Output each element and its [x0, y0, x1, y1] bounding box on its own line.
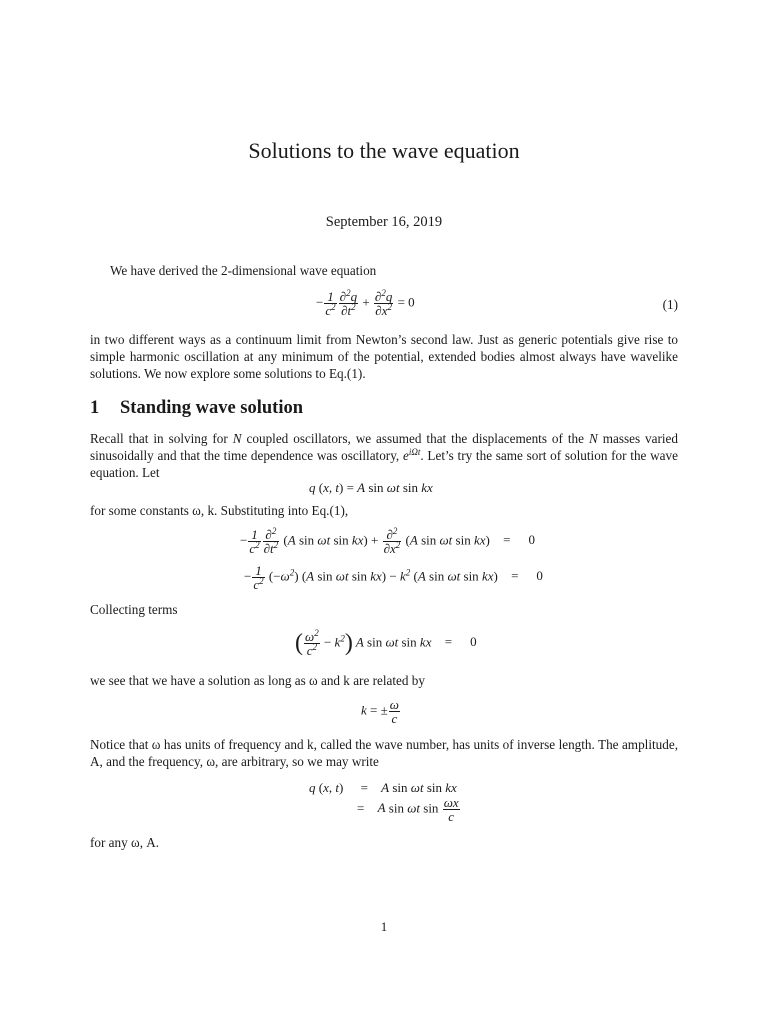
section-paragraph-2: for some constants ω, k. Substituting into Eq.(1),: [90, 503, 349, 518]
section-title: Standing wave solution: [120, 398, 303, 418]
section-paragraph-6: for any ω, A.: [90, 835, 160, 850]
section-paragraph-3: Collecting terms: [90, 602, 178, 617]
general-solution-line-1: q (x, t) = A sin ωt sin kx: [309, 780, 457, 795]
section-heading: [90, 398, 303, 419]
intro-paragraph-2: in two different ways as a continuum limit from Newton’s second law. Just as generic potentials give rise to simple harmonic oscillation at any minimum of the potential, extended bodies almost always have wavelike solutions. We now explore some solutions to Eq.(1).: [90, 332, 678, 381]
intro-paragraph-1: We have derived the 2-dimensional wave equation: [110, 263, 377, 278]
equation-1-label: (1): [662, 297, 678, 312]
section-paragraph-4: we see that we have a solution as long as ω and k are related by: [90, 673, 425, 688]
substitution-line-2: − $\frac{1}{c^2}$ $(-\omega^2)$ (A sin ωt $\sin kx) - k^2$ (A sin ωt sin kx) = 0: [244, 563, 543, 592]
section-paragraph-1: Recall that in solving for N coupled oscillators, we assumed that the displacements of the N masses varied sinusoidally and that the time dependence was oscillatory, $e^{i\Omega t}$. Let’s try the same sort of solution for the wave equation. Let: [90, 431, 678, 480]
section-paragraph-5: Notice that ω has units of frequency and k, called the wave number, has units of inverse length. The amplitude, A, and the frequency, ω, are arbitrary, so we may write: [90, 737, 678, 769]
equation-1: − $\frac{1}{c^2}$ $\frac{\partial^2q}{\partial t^2}$ + $\frac{\partial^2q}{\partial x^2}$ = 0: [316, 288, 415, 318]
page-number: 1: [380, 919, 388, 934]
date: September 16, 2019: [325, 214, 443, 230]
substitution-line-1: − $\frac{1}{c^2}$ $\frac{\partial^2}{\partial t^2}$ (A sin ωt sin kx) + $\frac{\partial^2}{\partial x^2}$ (A sin ωt sin kx) = 0: [240, 526, 535, 556]
dispersion-relation: k = ± $\frac{\omega}{c}$: [361, 697, 399, 726]
section-number: 1: [90, 398, 100, 418]
trial-solution: q (x, t) = A sin ωt sin kx: [309, 480, 433, 495]
page-title: Solutions to the wave equation: [248, 138, 520, 163]
collected-terms-equation: ( $\frac{\omega^2}{c^2}$ − $k^2$) A sin ωt sin kx = 0: [295, 628, 477, 658]
general-solution-line-2: = A sin ωt sin $\frac{\omega x}{c}$: [357, 795, 459, 824]
